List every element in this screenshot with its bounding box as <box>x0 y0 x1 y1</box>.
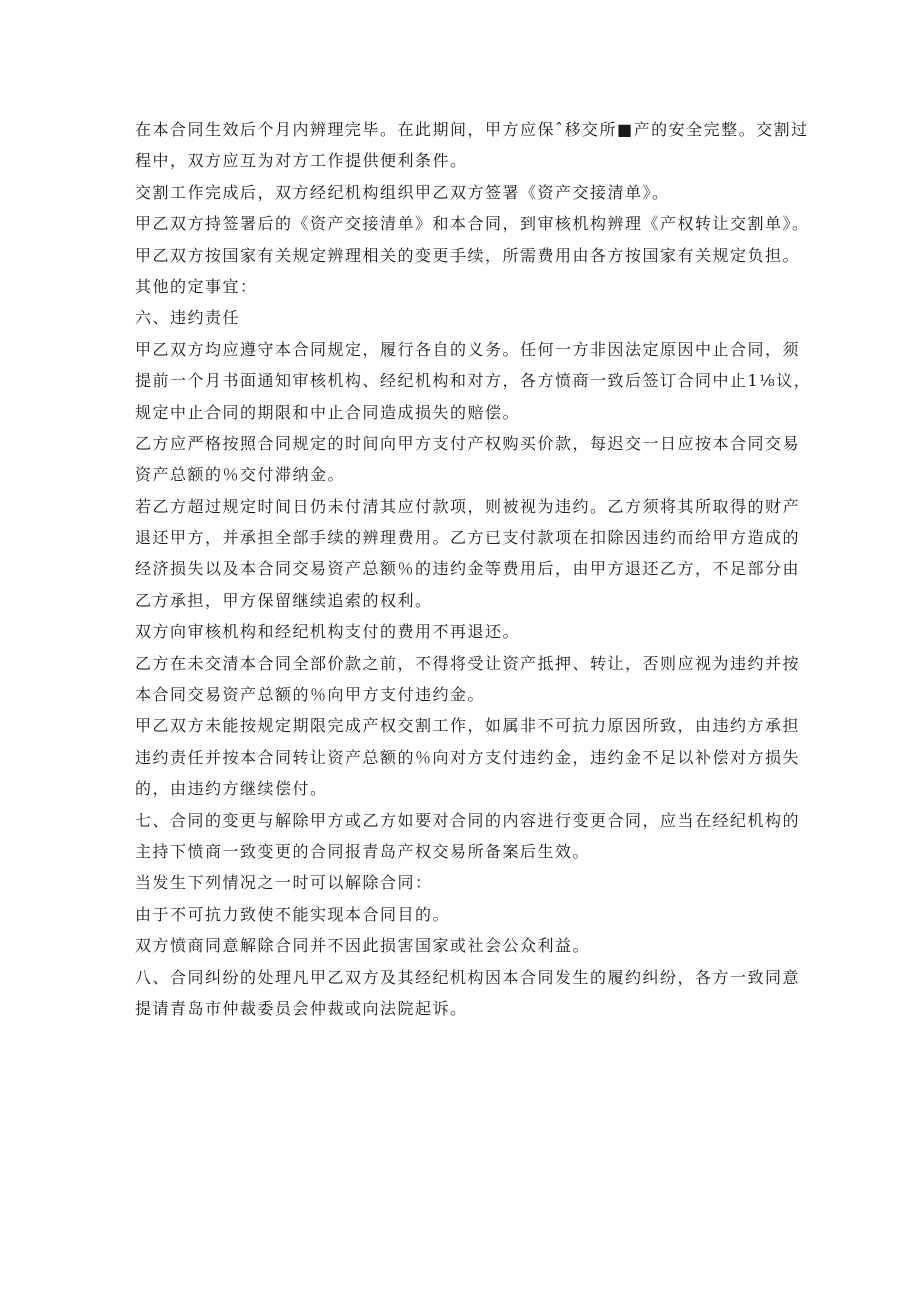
section-heading: 六、违约责任 <box>135 308 241 328</box>
text-line: 甲乙双方持签署后的《资产交接清单》和本合同，到审核机构辨理《产权转让交割单》。 <box>135 214 810 234</box>
text-line: 资产总额的％交付滞纳金。 <box>135 465 346 485</box>
text-line: 程中，双方应互为对方工作提供便利条件。 <box>135 151 468 171</box>
text-line: 当发生下列情况之一时可以解除合同： <box>135 873 433 893</box>
text-line: 主持下愤商一致变更的合同报青岛产权交易所备案后生效。 <box>135 841 591 861</box>
contract-body-text <box>135 114 812 1024</box>
text-line: 甲乙双方均应遵守本合同规定，履行各自的义务。任何一方非因法定原因中止合同，须 <box>135 339 801 359</box>
text-line: 在本合同生效后个月内辨理完毕。在此期间，甲方应保ˆ移交所■产的安全完整。交割过 <box>135 120 809 139</box>
text-line: 本合同交易资产总额的％向甲方支付违约金。 <box>135 685 486 705</box>
text-line: 违约责任并按本合同转让资产总额的％向对方支付违约金，违约金不足以补偿对方损失 <box>135 747 801 767</box>
text-line: 由于不可抗力致使不能实现本合同目的。 <box>135 904 451 924</box>
text-line: 其他的定事宜： <box>135 276 258 296</box>
text-line: 甲乙双方按国家有关规定辨理相关的变更手续，所需费用由各方按国家有关规定负担。 <box>135 245 801 265</box>
section-heading: 七、合同的变更与解除甲方或乙方如要对合同的内容进行变更合同，应当在经纪机构的 <box>135 810 801 830</box>
text-line: 若乙方超过规定时间日仍未付清其应付款项，则被视为违约。乙方须将其所取得的财产 <box>135 496 801 516</box>
text-line: 提前一个月书面通知审核机构、经纪机构和对方，各方愤商一致后签订合同中止1⅛议， <box>135 371 812 391</box>
text-line: 双方愤商同意解除合同并不因此损害国家或社会公众利益。 <box>135 936 591 956</box>
text-line: 乙方承担，甲方保留继续追索的权利。 <box>135 590 433 610</box>
text-line: 甲乙双方未能按规定期限完成产权交割工作，如属非不可抗力原因所致，由违约方承担 <box>135 716 801 736</box>
text-line: 的，由违约方继续偿付。 <box>135 779 328 799</box>
text-line: 交割工作完成后，双方经纪机构组织甲乙双方签署《资产交接清单》。 <box>135 182 670 202</box>
text-line: 经济损失以及本合同交易资产总额％的违约金等费用后，由甲方退还乙方，不足部分由 <box>135 559 801 579</box>
section-heading: 八、合同纠纷的处理凡甲乙双方及其经纪机构因本合同发生的履约纠纷，各方一致同意 <box>135 967 801 987</box>
text-line: 双方向审核机构和经纪机构支付的费用不再退还。 <box>135 622 521 642</box>
text-line: 乙方应严格按照合同规定的时间向甲方支付产权购买价款，每迟交一日应按本合同交易 <box>135 433 801 453</box>
text-line: 提请青岛市仲裁委员会仲裁或向法院起诉。 <box>135 998 468 1018</box>
text-line: 规定中止合同的期限和中止合同造成损失的赔偿。 <box>135 402 521 422</box>
text-line: 退还甲方，并承担全部手续的辨理费用。乙方已支付款项在扣除因违约而给甲方造成的 <box>135 528 801 548</box>
text-line: 乙方在未交清本合同全部价款之前，不得将受让资产抵押、转让，否则应视为违约并按 <box>135 653 801 673</box>
